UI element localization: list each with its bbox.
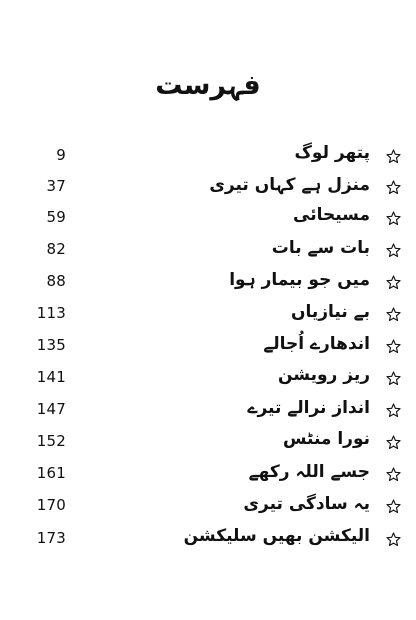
toc-row	[18, 266, 404, 300]
star-outline-icon	[385, 370, 402, 387]
chapter-title: الیکشن بھیں سلیکشن	[183, 526, 370, 546]
page-number: 170	[36, 496, 66, 514]
chapter-title: بات سے بات	[271, 238, 370, 258]
chapter-title: منزل ہے کہاں تیری	[209, 175, 370, 195]
toc-row	[18, 458, 404, 492]
chapter-title: جسے اللہ رکھے	[248, 462, 370, 482]
star-outline-icon	[385, 148, 402, 165]
toc-row	[18, 330, 404, 364]
chapter-title: پتھر لوگ	[294, 143, 370, 163]
toc-row	[18, 394, 404, 428]
star-outline-icon	[385, 338, 402, 355]
star-outline-icon	[385, 274, 402, 291]
toc-row	[18, 140, 404, 174]
star-outline-icon	[385, 242, 402, 259]
chapter-title: انداز نرالے تیرے	[247, 398, 370, 418]
chapter-title: میں جو بیمار ہوا	[229, 270, 370, 290]
toc-row	[18, 362, 404, 396]
chapter-title: ریز رویشن	[278, 365, 370, 385]
star-outline-icon	[385, 179, 402, 196]
page-number: 88	[46, 272, 66, 290]
page-number: 147	[36, 400, 66, 418]
toc-row	[18, 298, 404, 332]
chapter-title: اندھارے اُجالے	[263, 334, 370, 354]
page-number: 82	[46, 240, 66, 258]
toc-row	[18, 171, 404, 205]
chapter-title: مسیحائی	[293, 205, 370, 225]
toc-row	[18, 426, 404, 460]
chapter-title: یہ سادگی تیری	[243, 494, 370, 514]
page-number: 152	[36, 432, 66, 450]
star-outline-icon	[385, 306, 402, 323]
star-outline-icon	[385, 434, 402, 451]
star-outline-icon	[385, 210, 402, 227]
toc-row	[18, 490, 404, 524]
toc-row	[18, 234, 404, 268]
star-outline-icon	[385, 466, 402, 483]
page-number: 113	[36, 304, 66, 322]
chapter-title: نورا منٹس	[282, 429, 370, 449]
page-number: 161	[36, 464, 66, 482]
toc-row	[18, 523, 404, 557]
table-of-contents	[18, 140, 404, 560]
star-outline-icon	[385, 402, 402, 419]
toc-row	[18, 202, 404, 236]
page-number: 37	[46, 177, 66, 195]
star-outline-icon	[385, 498, 402, 515]
page-number: 173	[36, 529, 66, 547]
chapter-title: بے نیازیاں	[290, 302, 370, 322]
page-number: 9	[56, 146, 66, 164]
page-number: 59	[46, 208, 66, 226]
page-number: 135	[36, 336, 66, 354]
star-outline-icon	[385, 531, 402, 548]
page-title: فہرست	[155, 70, 261, 101]
page-number: 141	[36, 368, 66, 386]
